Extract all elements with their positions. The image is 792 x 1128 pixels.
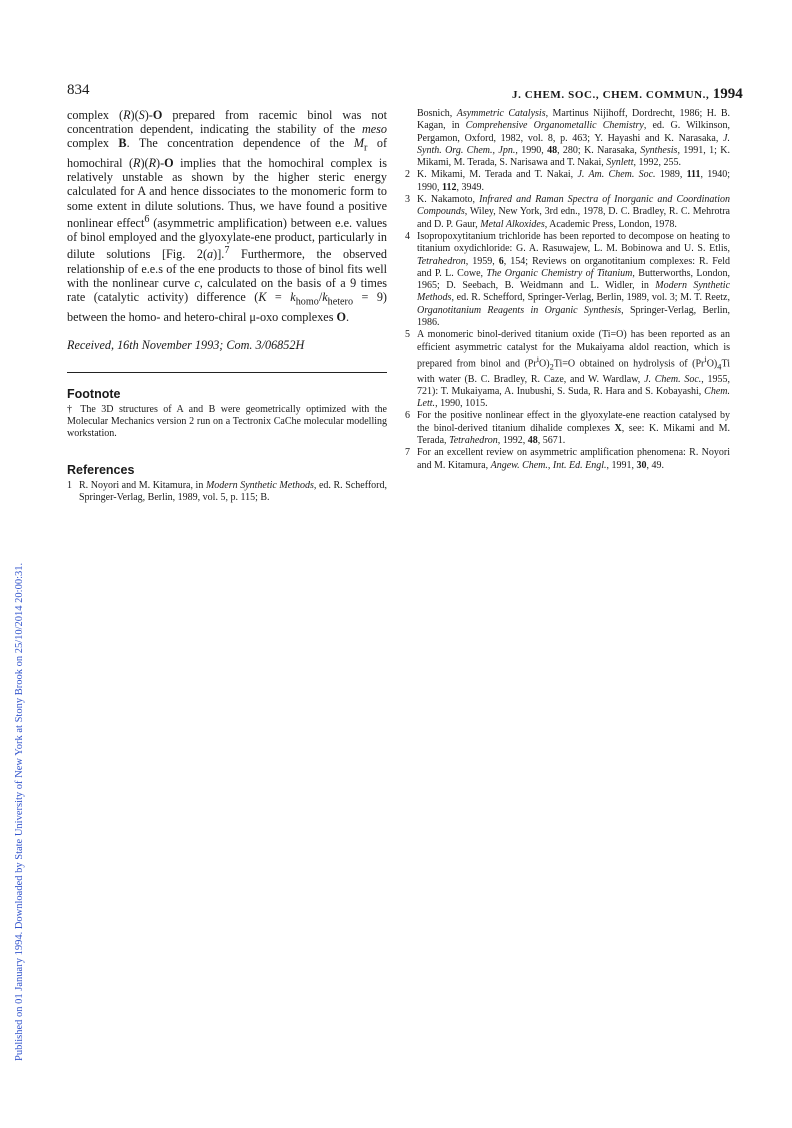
reference-item: [67, 480, 387, 505]
page-number: 834: [67, 82, 90, 98]
reference-text: For the positive nonlinear effect in the glyoxylate-ene reaction catalysed by the binol-derived titanium dihalide complexes X, see: K. Mikami and M. Terada, Tetrahedron, 1992, 48, 5671.: [417, 410, 730, 447]
divider-rule: [67, 372, 387, 373]
journal-name: J. CHEM. SOC., CHEM. COMMUN.,: [512, 89, 710, 101]
reference-number: 4: [405, 230, 410, 242]
reference-text: R. Noyori and M. Kitamura, in Modern Synthetic Methods, ed. R. Schefford, Springer-Verlag, Berlin, 1989, vol. 5, p. 115; B.: [79, 479, 388, 504]
download-watermark-text: Published on 01 January 1994. Downloaded by State University of New York at Stony Brook on 25/10/2014 20:00:31.: [14, 562, 25, 1061]
reference-item: [405, 410, 730, 447]
reference-text: K. Nakamoto, Infrared and Raman Spectra of Inorganic and Coordination Compounds, Wiley, New York, 3rd edn., 1978, D. C. Bradley, R. C. Mehrotra and D. P. Gaur, Metal Alkoxides, Academic Press, London, 1978.: [417, 194, 730, 230]
journal-year: 1994: [712, 86, 743, 102]
reference-text: A monomeric binol-derived titanium oxide (Ti=O) has been reported as an efficient asymmetric catalyst for the Mukaiyama aldol reaction, which is prepared from binol and $(Pr^iO)_2Ti=O$ obtained on hydrolysis of $(Pr^iO)_4Ti$ with water (B. C. Bradley, R. Caze, and W. Wardlaw, J. Chem. Soc., 1955, 721): T. Mukaiyama, A. Inubushi, S. Suda, R. Hara and S. Kobayashi, Chem. Lett., 1990, 1015.: [417, 329, 731, 410]
reference-number: 5: [405, 329, 410, 341]
download-watermark: [0, 0, 25, 1128]
journal-header: [512, 86, 743, 103]
reference-item: [405, 329, 730, 410]
reference-text: For an excellent review on asymmetric amplification phenomena: R. Noyori and M. Kitamura, Angew. Chem., Int. Ed. Engl., 1991, 30, 49.: [417, 447, 730, 471]
body-paragraph: complex (R)(S)-O prepared from racemic binol was not concentration dependent, indicating the stability of the meso complex B. The concentration dependence of the $M_r$ of homochiral (R)(R)-O implies that the homochiral complex is relatively unstable as shown by the higher steric energy calculated for A and hence dissociates to the monomeric form to some extent in dilute solutions. Thus, we have found a positive nonlinear effect$^6$ (asymmetric amplification) between e.e. values of binol employed and the glyoxylate-ene product, particularly in dilute solutions [Fig. 2(a)].$^7$ Furthermore, the observed relationship of e.e.s of the ene products to those of binol fits well with the nonlinear curve c, calculated on the basis of a 9 times rate (catalytic activity) difference $(K = k_{homo}/k_{hetero} = 9)$ between the homo- and hetero-chiral μ-oxo complexes O.: [67, 108, 388, 324]
reference-item: [405, 231, 730, 329]
references-heading: References: [67, 462, 135, 477]
reference-text: Isopropoxytitanium trichloride has been reported to decompose on heating to titanium oxydichloride: G. A. Rasuwajew, L. M. Bobinowa and U. S. Etlis, Tetrahedron, 1959, 6, 154; Reviews on organotitanium complexes: R. Feld and P. L. Cowe, The Organic Chemistry of Titanium, Butterworths, London, 1965; D. Seebach, B. Weidmann and L. Widler, in Modern Synthetic Methods, ed. R. Schefford, Springer-Verlag, Berlin, 1989, vol. 3; M. T. Reetz, Organotitanium Reagents in Organic Synthesis, Springer-Verlag, Berlin, 1986.: [417, 230, 731, 329]
reference-item: [405, 447, 730, 472]
right-column: [405, 108, 730, 472]
reference-continuation-text: Bosnich, Asymmetric Catalysis, Martinus Nijihoff, Dordrecht, 1986; H. B. Kagan, in Comprehensive Organometallic Chemistry, ed. G. Wilkinson, Pergamon, Oxford, 1982, vol. 8, p. 463; Y. Hayashi and K. Narasaka, J. Synth. Org. Chem., Jpn., 1990, 48, 280; K. Narasaka, Synthesis, 1991, 1; K. Mikami, M. Terada, S. Narisawa and T. Nakai, Synlett, 1992, 255.: [417, 108, 731, 169]
reference-number: 6: [405, 410, 410, 422]
reference-continuation: [405, 108, 730, 169]
received-line: Received, 16th November 1993; Com. 3/06852H: [67, 337, 305, 352]
reference-item: [405, 169, 730, 194]
reference-text: K. Mikami, M. Terada and T. Nakai, J. Am. Chem. Soc. 1989, 111, 1940; 1990, 112, 3949.: [417, 169, 731, 193]
reference-item: [405, 194, 730, 231]
reference-number: 1: [67, 479, 72, 491]
references-list-left: [67, 480, 387, 505]
reference-number: 2: [405, 169, 410, 181]
left-column: [67, 108, 387, 504]
footnote-heading: Footnote: [67, 386, 121, 401]
reference-number: 3: [405, 194, 410, 206]
footnote-text: † The 3D structures of A and B were geometrically optimized with the Molecular Mechanics version 2 run on a Tectronix CaChe molecular modelling workstation.: [67, 403, 387, 440]
reference-number: 7: [405, 447, 410, 459]
references-list-right: [405, 169, 730, 471]
